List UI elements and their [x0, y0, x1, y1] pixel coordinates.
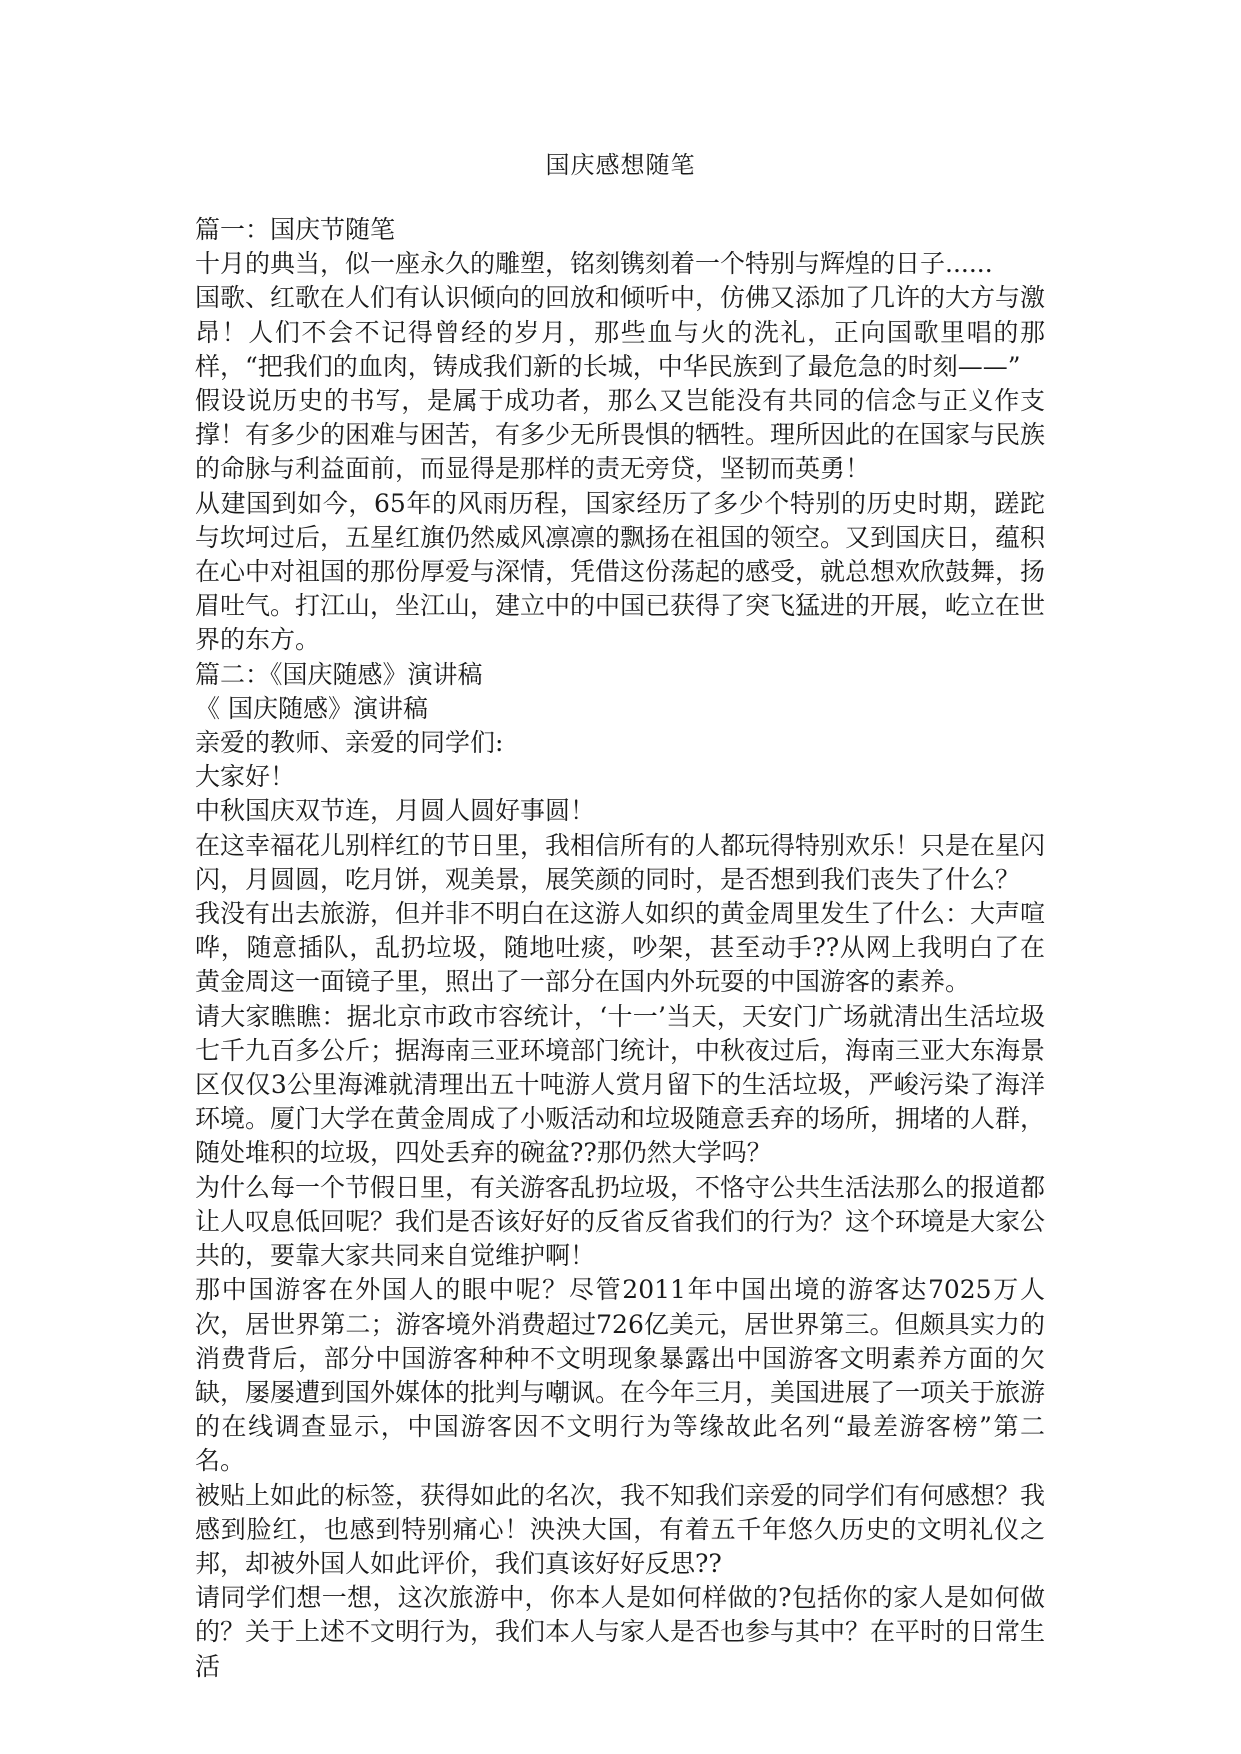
- paragraph: 假设说历史的书写，是属于成功者，那么又岂能没有共同的信念与正义作支撑！有多少的困难与困苦，有多少无所畏惧的牺牲。理所因此的在国家与民族的命脉与利益面前，而显得是那样的责无旁贷，坚韧而英勇！: [195, 386, 1046, 484]
- document-body: [195, 213, 1045, 1684]
- paragraph: 为什么每一个节假日里，有关游客乱扔垃圾，不恪守公共生活法那么的报道都让人叹息低回呢？我们是否该好好的反省反省我们的行为？这个环境是大家公共的，要靠大家共同来自觉维护啊！: [195, 1172, 1046, 1271]
- section-heading-2: 篇二：《国庆随感》演讲稿: [195, 659, 483, 689]
- document-title: 国庆感想随笔: [545, 151, 696, 179]
- paragraph: 那中国游客在外国人的眼中呢？尽管2011年中国出境的游客达7025万人次，居世界第二；游客境外消费超过726亿美元，居世界第三。但颇具实力的消费背后，部分中国游客种种不文明现象暴露出中国游客文明素养方面的欠缺，屡屡遭到国外媒体的批判与嘲讽。在今年三月，美国进展了一项关于旅游的在线调查显示，中国游客因不文明行为等缘故此名列“最差游客榜”第二名。: [195, 1275, 1046, 1476]
- paragraph: 国歌、红歌在人们有认识倾向的回放和倾听中，仿佛又添加了几许的大方与激昂！人们不会不记得曾经的岁月，那些血与火的洗礼，正向国歌里唱的那样，“把我们的血肉，铸成我们新的长城，中华民族到了最危急的时刻——”: [195, 283, 1046, 381]
- section-heading-1: 篇一：国庆节随笔: [195, 215, 396, 244]
- paragraph: 请同学们想一想，这次旅游中，你本人是如何样做的?包括你的家人是如何做的？关于上述不文明行为，我们本人与家人是否也参与其中？在平时的日常生活: [195, 1583, 1046, 1681]
- paragraph: 被贴上如此的标签，获得如此的名次，我不知我们亲爱的同学们有何感想？我感到脸红，也感到特别痛心！泱泱大国，有着五千年悠久历史的文明礼仪之邦，却被外国人如此评价，我们真该好好反思??: [195, 1480, 1046, 1578]
- paragraph: 中秋国庆双节连，月圆人圆好事圆！: [195, 796, 596, 826]
- speech-title: 《 国庆随感》演讲稿: [195, 693, 428, 723]
- paragraph: 从建国到如今，65年的风雨历程，国家经历了多少个特别的历史时期，蹉跎与坎坷过后，五星红旗仍然威风凛凛的飘扬在祖国的领空。又到国庆日，蕴积在心中对祖国的那份厚爱与深情，凭借这份荡起的感受，就总想欢欣鼓舞，扬眉吐气。打江山，坐江山，建立中的中国已获得了突飞猛进的开展，屹立在世界的东方。: [195, 488, 1046, 655]
- paragraph: 请大家瞧瞧：据北京市政市容统计，‘十一’当天，天安门广场就清出生活垃圾七千九百多公斤；据海南三亚环境部门统计，中秋夜过后，海南三亚大东海景区仅仅3公里海滩就清理出五十吨游人赏月留下的生活垃圾，严峻污染了海洋环境。厦门大学在黄金周成了小贩活动和垃圾随意丢弃的场所，拥堵的人群，随处堆积的垃圾，四处丢弃的碗盆??那仍然大学吗？: [195, 1001, 1046, 1168]
- paragraph: 我没有出去旅游，但并非不明白在这游人如织的黄金周里发生了什么：大声喧哗，随意插队，乱扔垃圾，随地吐痰，吵架，甚至动手??从网上我明白了在黄金周这一面镜子里，照出了一部分在国内外玩耍的中国游客的素养。: [195, 899, 1046, 997]
- salutation: 亲爱的教师、亲爱的同学们:: [195, 728, 504, 758]
- paragraph: 十月的典当，似一座永久的雕塑，铭刻镌刻着一个特别与辉煌的日子......: [195, 249, 993, 279]
- greeting: 大家好！: [195, 762, 296, 792]
- paragraph: 在这幸福花儿别样红的节日里，我相信所有的人都玩得特别欢乐！只是在星闪闪，月圆圆，吃月饼，观美景，展笑颜的同时，是否想到我们丧失了什么？: [195, 830, 1046, 894]
